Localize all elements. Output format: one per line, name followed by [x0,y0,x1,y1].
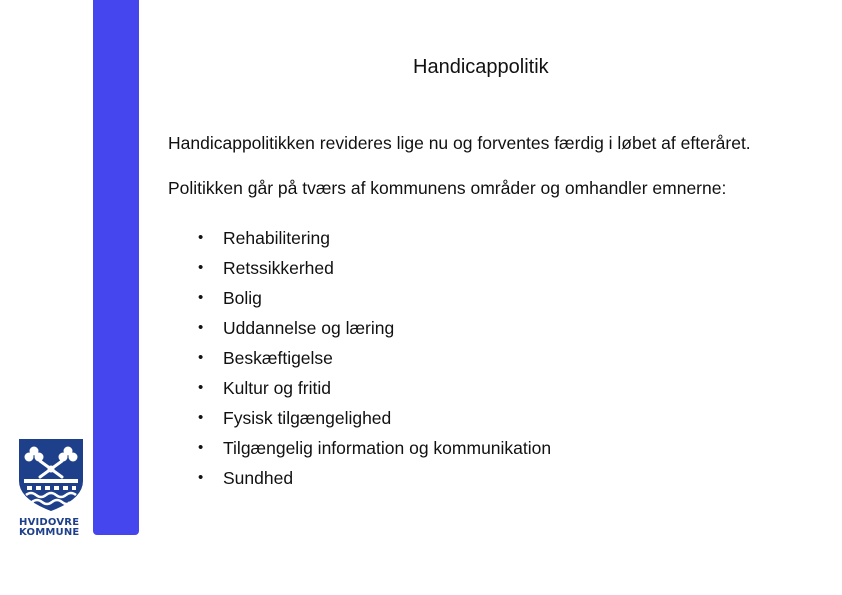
logo-text-line-1: HVIDOVRE [19,517,80,528]
bullet-icon: • [198,469,204,486]
list-item [198,437,551,467]
bullet-icon: • [198,289,204,306]
topic-label: Beskæftigelse [223,348,333,368]
logo-text-line-2: KOMMUNE [19,527,80,538]
topics-intro-paragraph: Politikken går på tværs af kommunens områder og omhandler emnerne: [168,178,727,198]
bullet-icon: • [198,439,204,456]
slide-title: Handicappolitik [413,56,549,78]
topic-label: Fysisk tilgængelighed [223,408,392,428]
bullet-icon: • [198,319,204,336]
topic-label: Rehabilitering [223,228,331,248]
intro-paragraph: Handicappolitikken revideres lige nu og forventes færdig i løbet af efteråret. [168,133,751,153]
topic-label: Retssikkerhed [223,258,334,278]
bullet-icon: • [198,349,204,366]
hvidovre-logo [16,437,90,538]
list-item [198,287,551,317]
topic-label: Tilgængelig information og kommunikation [223,438,552,458]
topic-label: Kultur og fritid [223,378,331,398]
list-item [198,317,551,347]
bullet-icon: • [198,409,204,426]
list-item [198,347,551,377]
bullet-icon: • [198,379,204,396]
topic-list [198,227,551,497]
topic-label: Sundhed [223,468,294,488]
topic-label: Uddannelse og læring [223,318,395,338]
bullet-icon: • [198,259,204,276]
topic-label: Bolig [223,288,262,308]
list-item [198,377,551,407]
bullet-icon: • [198,229,204,246]
list-item [198,227,551,257]
list-item [198,407,551,437]
hvidovre-coat-of-arms-icon [16,437,86,513]
list-item [198,257,551,287]
list-item [198,467,551,497]
accent-side-bar [93,0,139,535]
